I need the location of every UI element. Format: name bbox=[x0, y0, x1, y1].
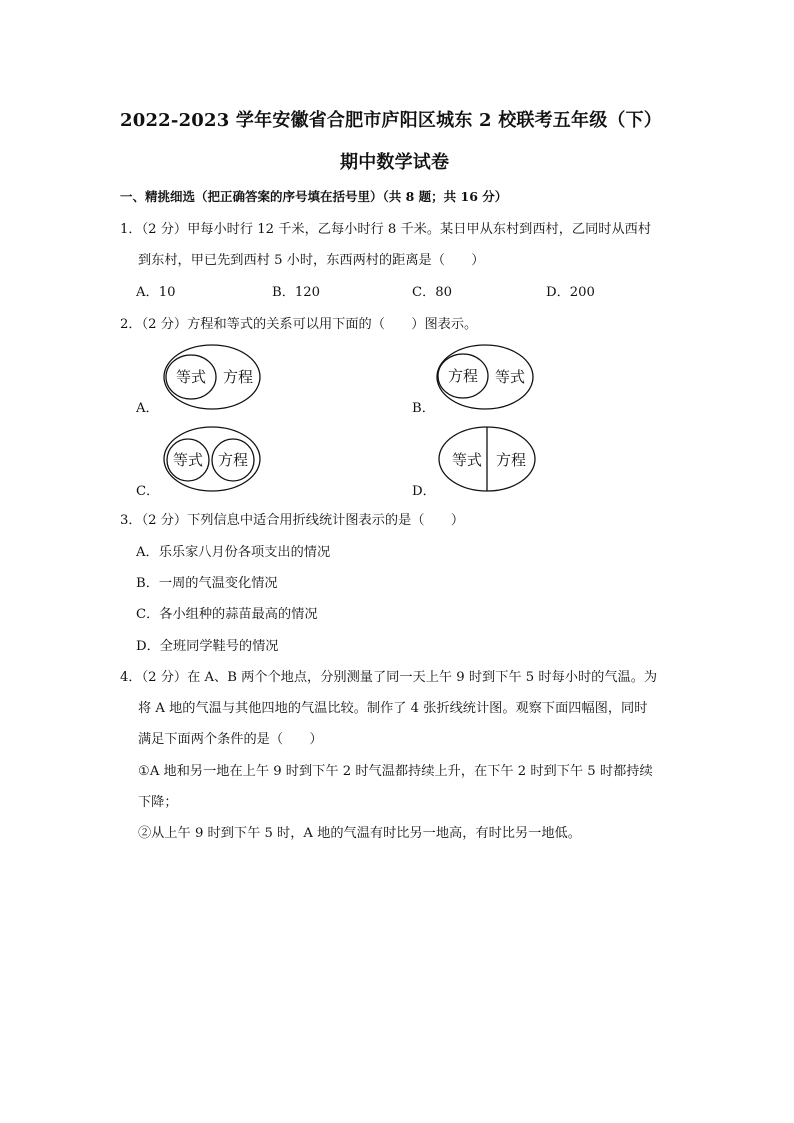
option-c-left-label: 等式 bbox=[172, 451, 204, 469]
question-text: 2．（2 分）方程和等式的关系可以用下面的（ ）图表示。 bbox=[120, 317, 478, 332]
condition-1-cont: 下降； bbox=[138, 795, 178, 810]
option-b-label: B． bbox=[412, 401, 435, 416]
option-d: D．全班同学鞋号的情况 bbox=[136, 639, 279, 654]
question-text: 将 A 地的气温与其他四地的气温比较。制作了 4 张折线统计图。观察下面四幅图，同时 bbox=[138, 701, 648, 716]
question-text: 1．（2 分）甲每小时行 12 千米，乙每小时行 8 千米。某日甲从东村到西村，乙同时从西村 bbox=[120, 222, 652, 237]
question-text: 满足下面两个条件的是（ ） bbox=[138, 732, 323, 747]
option-a-inner-label: 等式 bbox=[175, 368, 207, 386]
option-a-label: A． bbox=[136, 401, 159, 416]
question-text: 到东村，甲已先到西村 5 小时，东西两村的距离是（ ） bbox=[138, 253, 485, 268]
option-d-label: D． bbox=[412, 484, 436, 499]
option-b-inner-label: 方程 bbox=[447, 367, 479, 385]
option-d-right-label: 方程 bbox=[495, 451, 527, 469]
doc-title-line1: 2022-2023 学年安徽省合肥市庐阳区城东 2 校联考五年级（下） bbox=[120, 110, 662, 131]
option-c: C．各小组种的蒜苗最高的情况 bbox=[136, 607, 318, 622]
option-d-left-label: 等式 bbox=[451, 451, 483, 469]
condition-1: ①A 地和另一地在上午 9 时到下午 2 时气温都持续上升，在下午 2 时到下午 5 时都持续 bbox=[138, 764, 653, 779]
question-text: 3．（2 分）下列信息中适合用折线统计图表示的是（ ） bbox=[120, 513, 465, 528]
option-a: A．乐乐家八月份各项支出的情况 bbox=[136, 545, 331, 560]
option-d: D．200 bbox=[546, 285, 595, 300]
option-c-right-label: 方程 bbox=[217, 451, 249, 469]
doc-title-line2: 期中数学试卷 bbox=[340, 152, 450, 173]
option-b: B．120 bbox=[272, 285, 321, 300]
option-a: A．10 bbox=[136, 285, 176, 300]
venn-diagrams bbox=[0, 0, 794, 520]
condition-2: ②从上午 9 时到下午 5 时，A 地的气温有时比另一地高，有时比另一地低。 bbox=[138, 826, 581, 841]
option-c: C．80 bbox=[412, 285, 453, 300]
section-header: 一、精挑细选（把正确答案的序号填在括号里）（共 8 题；共 16 分） bbox=[120, 189, 508, 204]
question-text: 4．（2 分）在 A、B 两个个地点，分别测量了同一天上午 9 时到下午 5 时每小时的气温。为 bbox=[120, 670, 658, 685]
option-b: B．一周的气温变化情况 bbox=[136, 576, 278, 591]
option-a-outer-label: 方程 bbox=[222, 368, 254, 386]
option-c-label: C． bbox=[136, 484, 160, 499]
option-b-outer-label: 等式 bbox=[494, 368, 526, 386]
